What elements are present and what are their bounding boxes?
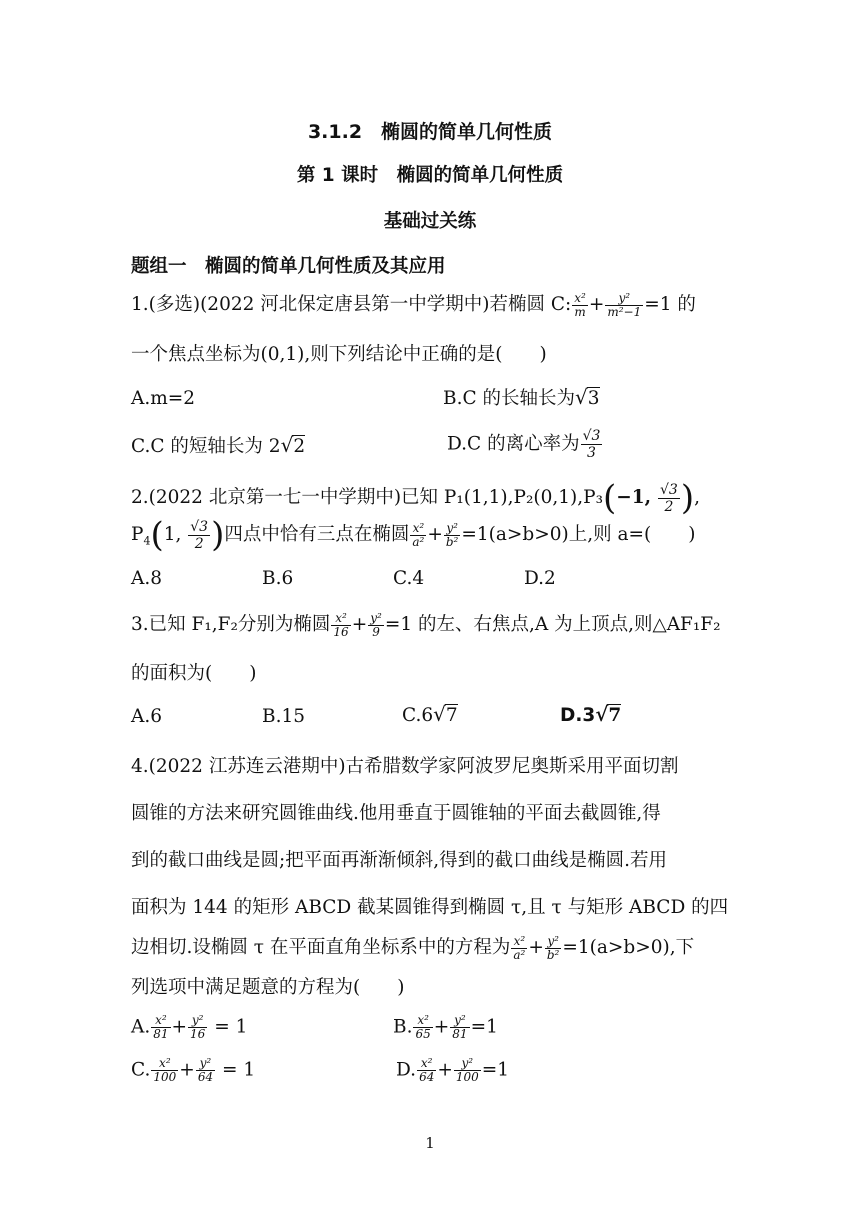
q2-option-b: B.6 [262, 568, 294, 589]
q4-option-b: B. $\frac{\text{x²}}{65}$ + $\frac{\text{y²}}{81}$ =1 [393, 1013, 498, 1041]
q3-line1-post: =1 的左、右焦点,A 为上顶点,则△AF₁F₂ [384, 614, 721, 635]
q1-fraction-y: $\frac{\text{y²}}{\text{m²−1}}$ [607, 290, 642, 319]
q3-option-d-text: D.3 [560, 705, 596, 726]
q4-option-a-label: A. [131, 1016, 151, 1038]
q4-option-b-label: B. [393, 1016, 413, 1038]
q3-option-c-text: C.6 [402, 705, 434, 726]
q2-fraction-p3: $\frac{√3}{2}$ [659, 481, 678, 515]
group-title: 题组一 椭圆的简单几何性质及其应用 [131, 256, 446, 277]
q4-line3: 到的截口曲线是圆;把平面再渐渐倾斜,得到的截口曲线是椭圆.若用 [131, 850, 667, 871]
q2-fraction-y: $\frac{\text{y²}}{\text{b²}}$ [445, 520, 459, 549]
q3-option-c: C.6√7 [402, 702, 458, 726]
subsection-title: 基础过关练 [383, 211, 477, 232]
page-number: 1 [425, 1134, 435, 1152]
lesson-title: 第 1 课时 椭圆的简单几何性质 [296, 165, 564, 186]
q4-option-d-label: D. [396, 1059, 417, 1081]
q1-option-b-text: B.C 的长轴长为 [443, 388, 576, 409]
q2-fraction-p4: $\frac{√3}{2}$ [190, 518, 209, 552]
q3-option-d: D.3√7 [560, 702, 622, 726]
q4-option-d: D. $\frac{\text{x²}}{64}$ + $\frac{\text{y²}}{100}$ =1 [396, 1056, 510, 1084]
q1-text-post: =1 的 [644, 294, 696, 315]
q1-option-b: B.C 的长轴长为√3 [443, 385, 600, 409]
q1-fraction-sqrt3-over-3: $\frac{√3}{3}$ [582, 428, 601, 461]
q4-fraction-y: $\frac{\text{y²}}{\text{b²}}$ [546, 933, 560, 962]
q2-fraction-x: $\frac{\text{x²}}{\text{a²}}$ [412, 520, 425, 549]
q1-option-d-text: D.C 的离心率为 [447, 433, 580, 455]
q3-fraction-x: $\frac{\text{x²}}{16}$ [333, 610, 349, 639]
q4-option-c-label: C. [131, 1059, 151, 1081]
q4-line5: 边相切.设椭圆 τ 在平面直角坐标系中的方程为 $\frac{\text{x²}}{\text{a²}}$ + $\frac{\text{y²}}{\text{b²}}$ =1(a>b>0),下 [131, 933, 695, 962]
q2-line1-text: 2.(2022 北京第一七一中学期中)已知 P₁(1,1),P₂(0,1),P₃ [131, 487, 603, 508]
q3-line1: 3.已知 F₁,F₂分别为椭圆 $\frac{\text{x²}}{16}$ + $\frac{\text{y²}}{9}$ =1 的左、右焦点,A 为上顶点,则△AF₁F₂ [131, 610, 721, 639]
q4-option-a: A. $\frac{\text{x²}}{81}$ + $\frac{\text{y²}}{16}$ = 1 [131, 1013, 248, 1041]
q3-line1-pre: 3.已知 F₁,F₂分别为椭圆 [131, 614, 331, 635]
q1-option-a: A.m=2 [131, 388, 196, 409]
q2-line2-mid: 四点中恰有三点在椭圆 [224, 524, 410, 545]
q1-text-pre: 1.(多选)(2022 河北保定唐县第一中学期中)若椭圆 C: [131, 294, 572, 315]
q1-fraction-x: $\frac{\text{x²}}{m}$ [574, 290, 586, 319]
q2-option-c: C.4 [393, 568, 425, 589]
q2-line2: $P_4(1$, $\frac{√3}{2}$ )四点中恰有三点在椭圆 $\frac{\text{x²}}{\text{a²}}$ + $\frac{\text{y²}}{\text{b²}}$ =1(a>b>0)上,则 a=( ) [131, 515, 696, 555]
q2-option-a: A.8 [131, 568, 163, 589]
q1-option-d [447, 428, 603, 461]
q4-line6: 列选项中满足题意的方程为( ) [131, 977, 405, 998]
q1-line1: 1.(多选)(2022 河北保定唐县第一中学期中)若椭圆 C: $\frac{\text{x²}}{m}$ + $\frac{\text{y²}}{\text{m²−1}}$ =1 的 [131, 290, 696, 319]
q3-option-a: A.6 [131, 706, 163, 727]
q2-option-d: D.2 [524, 568, 556, 589]
q1-option-c-text: C.C 的短轴长为 2 [131, 436, 281, 457]
q4-line4: 面积为 144 的矩形 ABCD 截某圆锥得到椭圆 τ,且 τ 与矩形 ABCD 的四 [131, 897, 729, 918]
q1-option-c: C.C 的短轴长为 2√2 [131, 433, 306, 457]
q4-fraction-x: $\frac{\text{x²}}{\text{a²}}$ [513, 933, 526, 962]
q2-line2-post: =1(a>b>0)上,则 a=( ) [461, 524, 696, 545]
q4-line2: 圆锥的方法来研究圆锥曲线.他用垂直于圆锥轴的平面去截圆锥,得 [131, 803, 661, 824]
q2-line1: 2.(2022 北京第一七一中学期中)已知 P₁(1,1),P₂(0,1),P₃(−1, $\frac{√3}{2}$ ), [131, 478, 700, 518]
section-title: 3.1.2 椭圆的简单几何性质 [307, 121, 553, 143]
q4-option-c: C. $\frac{\text{x²}}{100}$ + $\frac{\text{y²}}{64}$ = 1 [131, 1056, 256, 1084]
q3-line2: 的面积为( ) [131, 663, 257, 684]
q4-line5-pre: 边相切.设椭圆 τ 在平面直角坐标系中的方程为 [131, 937, 511, 958]
q1-line2: 一个焦点坐标为(0,1),则下列结论中正确的是( ) [131, 344, 547, 365]
q3-option-b: B.15 [262, 706, 306, 727]
q3-fraction-y: $\frac{\text{y²}}{9}$ [370, 610, 382, 639]
q4-line5-post: =1(a>b>0),下 [562, 937, 695, 958]
q4-line1: 4.(2022 江苏连云港期中)古希腊数学家阿波罗尼奥斯采用平面切割 [131, 756, 679, 777]
